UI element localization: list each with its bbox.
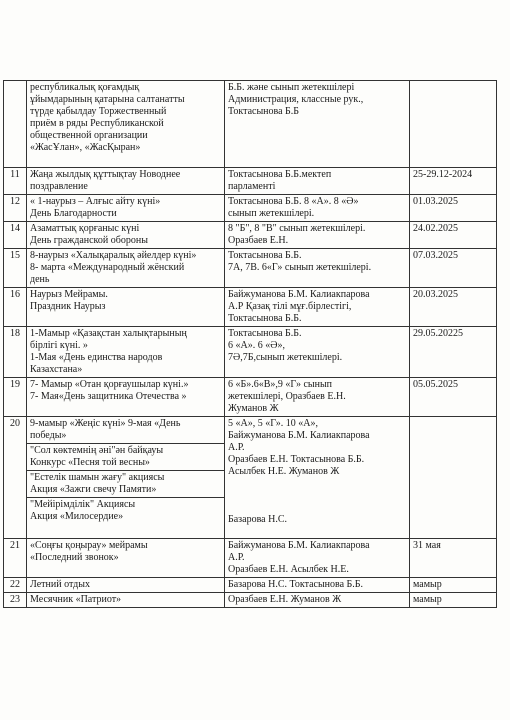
responsible-line: Оразбаев Е.Н. Токтасынова Б.Б.: [228, 454, 365, 465]
event-line: 1-Мая «День единства народов: [30, 352, 163, 363]
row-number: 11: [4, 168, 27, 195]
responsible-cell: [225, 378, 410, 417]
table-row: [4, 417, 497, 539]
event-cell: [27, 539, 225, 578]
event-line: 1-Мамыр «Қазақстан халықтарының: [30, 328, 187, 339]
event-cell: [27, 222, 225, 249]
responsible-cell: [225, 168, 410, 195]
responsible-cell: [225, 288, 410, 327]
row-number: 19: [4, 378, 27, 417]
date-cell: 07.03.2025: [410, 249, 497, 288]
responsible-cell: [225, 578, 410, 593]
event-line: 9-мамыр «Жеңіс күні» 9-мая «День: [30, 418, 181, 429]
date-cell: 01.03.2025: [410, 195, 497, 222]
date-cell: 20.03.2025: [410, 288, 497, 327]
event-line: Конкурс «Песня той весны»: [30, 457, 150, 468]
table-row: [4, 288, 497, 327]
event-line: "Мейірімділік" Акциясы: [30, 499, 136, 510]
event-line: 7- Мамыр «Отан қорғаушылар күні.»: [30, 379, 189, 390]
event-line: « 1-наурыз – Алғыс айту күні»: [30, 196, 161, 207]
responsible-cell: [225, 327, 410, 378]
row-number: 20: [4, 417, 27, 539]
responsible-line: Токтасынова Б.Б. 8 «А». 8 «Ә»: [228, 196, 359, 207]
responsible-line: Оразбаев Е.Н. Жуманов Ж: [228, 594, 342, 605]
event-line: Акция «Зажги свечу Памяти»: [30, 484, 157, 495]
responsible-line: Жуманов Ж: [228, 403, 279, 414]
row-number: 22: [4, 578, 27, 593]
responsible-line: Токтасынова Б.Б.: [228, 250, 302, 261]
row-number: 12: [4, 195, 27, 222]
responsible-cell: [225, 417, 410, 539]
responsible-line: 6 «А». 6 «Ә»,: [228, 340, 285, 351]
event-line: День гражданской обороны: [30, 235, 148, 246]
responsible-line: 7А, 7В. 6«Г» сынып жетекшілері.: [228, 262, 372, 273]
row-number: 23: [4, 593, 27, 608]
event-line: Азаматтық қорғаныс күні: [30, 223, 140, 234]
responsible-line: 8 "Б", 8 "В" сынып жетекшілері.: [228, 223, 366, 234]
table-row: [4, 578, 497, 593]
row-number: 14: [4, 222, 27, 249]
responsible-line: Токтасынова Б.Б.мектеп: [228, 169, 332, 180]
event-line: 8-наурыз «Халықаралық әйелдер күні»: [30, 250, 197, 261]
event-line: Жаңа жылдық құттықтау Новоднее: [30, 169, 181, 180]
event-line: республикалық қоғамдық: [30, 82, 140, 93]
responsible-line: Токтасынова Б.Б.: [228, 328, 302, 339]
event-line: «Последний звонок»: [30, 552, 119, 563]
responsible-cell: [225, 81, 410, 168]
event-cell: [27, 593, 225, 608]
event-line: 7- Мая«День защитника Отечества »: [30, 391, 187, 402]
event-line: поздравление: [30, 181, 88, 192]
table-row: [4, 539, 497, 578]
table-row: [4, 81, 497, 168]
event-line: общественной организации: [30, 130, 148, 141]
responsible-line: Токтасынова Б.Б: [228, 106, 300, 117]
responsible-line: 7Ә,7Б,сынып жетекшілері.: [228, 352, 343, 363]
date-cell: 24.02.2025: [410, 222, 497, 249]
responsible-line: Оразбаев Е.Н. Асылбек Н.Е.: [228, 564, 349, 575]
responsible-line: А.Р Қазақ тілі мұғ.бірлестігі,: [228, 301, 352, 312]
responsible-line: Асылбек Н.Е. Жуманов Ж: [228, 466, 340, 477]
table-row: [4, 327, 497, 378]
responsible-line: сынып жетекшілері.: [228, 208, 315, 219]
date-cell: мамыр: [410, 593, 497, 608]
responsible-line: жетекшілері, Оразбаев Е.Н.: [228, 391, 346, 402]
event-cell: [27, 417, 225, 539]
responsible-line: Оразбаев Е.Н.: [228, 235, 289, 246]
table-row: [4, 593, 497, 608]
event-line: приём в ряды Республиканской: [30, 118, 164, 129]
sub-event: [27, 417, 224, 443]
event-line: Казахстана»: [30, 364, 83, 375]
event-cell: [27, 81, 225, 168]
responsible-line: Байжуманова Б.М. Калиакпарова: [228, 289, 370, 300]
date-cell: [410, 417, 497, 539]
date-cell: 05.05.2025: [410, 378, 497, 417]
responsible-line: Токтасынова Б.Б.: [228, 313, 302, 324]
date-cell: мамыр: [410, 578, 497, 593]
event-cell: [27, 578, 225, 593]
event-line: победы»: [30, 430, 67, 441]
event-line: Наурыз Мейрамы.: [30, 289, 108, 300]
event-line: 8- марта «Международный жёнский: [30, 262, 185, 273]
event-line: День Благодарности: [30, 208, 117, 219]
responsible-line: 6 «Б».6«В»,9 «Г» сынып: [228, 379, 333, 390]
event-line: «Соңғы қоңырау» мейрамы: [30, 540, 148, 551]
date-cell: 29.05.20225: [410, 327, 497, 378]
responsible-line: Байжуманова Б.М. Калиакпарова: [228, 540, 370, 551]
responsible-line: парламенті: [228, 181, 276, 192]
event-line: бірлігі күні. »: [30, 340, 88, 351]
event-line: "Сол көктемнің әні"ән байқауы: [30, 445, 164, 456]
table-row: [4, 378, 497, 417]
table-row: [4, 222, 497, 249]
row-number: 15: [4, 249, 27, 288]
event-line: Акция «Милосердие»: [30, 511, 124, 522]
responsible-cell: [225, 593, 410, 608]
spacer: [30, 523, 221, 537]
event-cell: [27, 327, 225, 378]
event-line: түрде қабылдау Торжественный: [30, 106, 167, 117]
event-line: Праздник Наурыз: [30, 301, 106, 312]
responsible-line: Байжуманова Б.М. Калиакпарова: [228, 430, 370, 441]
responsible-cell: [225, 222, 410, 249]
responsible-line: А.Р.: [228, 552, 245, 563]
event-cell: [27, 249, 225, 288]
event-line: "Естелік шамын жағу" акциясы: [30, 472, 165, 483]
sub-event: [27, 470, 224, 497]
event-cell: [27, 168, 225, 195]
responsible-line: Б.Б. және сынып жетекшілері: [228, 82, 355, 93]
table-row: [4, 195, 497, 222]
event-line: Месячник «Патриот»: [30, 594, 122, 605]
responsible-line: А.Р.: [228, 442, 245, 453]
event-cell: [27, 378, 225, 417]
table-row: [4, 168, 497, 195]
sub-event: [27, 443, 224, 470]
row-number: 21: [4, 539, 27, 578]
responsible-line: Базарова Н.С.: [228, 514, 287, 525]
responsible-line: Администрация, классные рук.,: [228, 94, 364, 105]
event-line: «ЖасҰлан», «ЖасҚыран»: [30, 142, 141, 153]
events-table: [3, 80, 497, 608]
responsible-line: 5 «А», 5 «Г». 10 «А»,: [228, 418, 318, 429]
event-cell: [27, 288, 225, 327]
event-line: Летний отдых: [30, 579, 90, 590]
row-number: 18: [4, 327, 27, 378]
table-row: [4, 249, 497, 288]
event-cell: [27, 195, 225, 222]
date-cell: 25-29.12-2024: [410, 168, 497, 195]
event-line: день: [30, 274, 50, 285]
responsible-line: Базарова Н.С. Токтасынова Б.Б.: [228, 579, 364, 590]
event-line: ұйымдарының қатарына салтанатты: [30, 94, 185, 105]
spacer: [228, 478, 406, 514]
row-number: [4, 81, 27, 168]
sub-event: [27, 497, 224, 538]
responsible-cell: [225, 195, 410, 222]
responsible-cell: [225, 249, 410, 288]
responsible-cell: [225, 539, 410, 578]
date-cell: [410, 81, 497, 168]
date-cell: 31 мая: [410, 539, 497, 578]
row-number: 16: [4, 288, 27, 327]
